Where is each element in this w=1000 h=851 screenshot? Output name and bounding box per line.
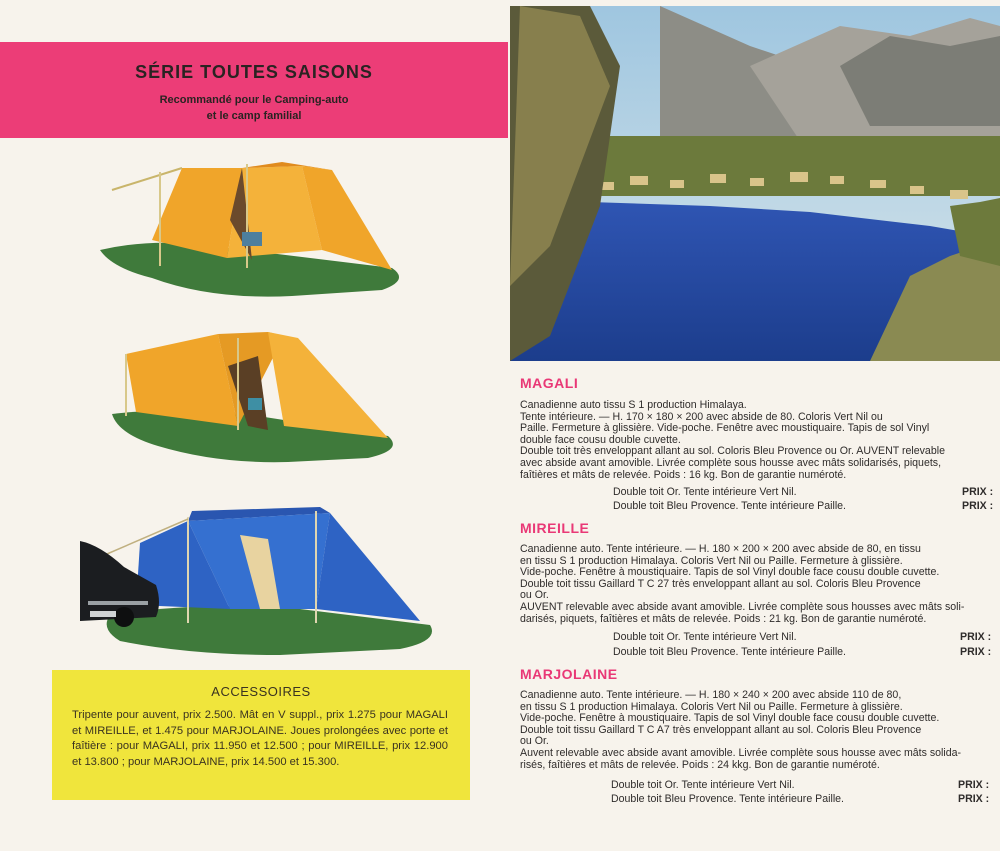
desc-line: double face cousu double cuvette. bbox=[520, 433, 681, 446]
desc-line: risés, faîtières et mâts de relevée. Poids : 24 kkg. Bon de garantie numéroté. bbox=[520, 758, 880, 771]
price-option-2: Double toit Bleu Provence. Tente intérieure Paille. bbox=[613, 500, 847, 512]
price-label: PRIX : bbox=[962, 486, 994, 498]
page-subtitle: Recommandé pour le Camping-auto et le camp familial bbox=[159, 94, 349, 122]
desc-line: ou Or. bbox=[520, 735, 549, 748]
product-name-marjolaine: MARJOLAINE bbox=[520, 666, 618, 682]
desc-line: faîtières et mâts de relevée. Poids : 16 kg. Bon de garantie numéroté. bbox=[520, 468, 847, 481]
product-name-mireille: MIREILLE bbox=[520, 520, 590, 536]
tent-orange-small-icon bbox=[108, 326, 408, 466]
price-option-2: Double toit Bleu Provence. Tente intérieure Paille. bbox=[611, 793, 845, 805]
price-label: PRIX : bbox=[962, 500, 994, 512]
desc-line: en tissu S 1 production Himalaya. Coloris Vert Nil ou Paille. Fermeture à glissière. bbox=[520, 554, 903, 567]
desc-line: Paille. Fermeture à glissière. Vide-poche. Fenêtre avec moustiquaire. Tapis de sol Vinyl bbox=[520, 422, 930, 435]
product-description-mireille bbox=[520, 544, 964, 625]
desc-line: Canadienne auto tissu S 1 production Himalaya. bbox=[520, 399, 747, 411]
desc-line: Double toit tissu Gaillard T C 27 très enveloppant allant au sol. Coloris Bleu Provence bbox=[520, 577, 921, 590]
price-label: PRIX : bbox=[958, 779, 990, 791]
tent-blue-with-car-icon bbox=[80, 505, 440, 657]
price-label: PRIX : bbox=[960, 646, 992, 658]
accessories-title: ACCESSOIRES bbox=[211, 684, 311, 699]
desc-line: Canadienne auto. Tente intérieure. — H. 180 × 200 × 200 avec abside de 80, en tissu bbox=[520, 543, 921, 555]
desc-line: en tissu S 1 production Himalaya. Coloris Vert Nil ou Paille. Fermeture à glissière. bbox=[520, 700, 903, 713]
desc-line: Tente intérieure. — H. 170 × 180 × 200 avec abside de 80. Coloris Vert Nil ou bbox=[520, 410, 883, 423]
desc-line: Double toit très enveloppant allant au sol. Coloris Bleu Provence ou Or. AUVENT relevable bbox=[520, 445, 945, 458]
desc-line: Canadienne auto. Tente intérieure. — H. 180 × 240 × 200 avec abside 110 de 80, bbox=[520, 689, 902, 701]
page-title: SÉRIE TOUTES SAISONS bbox=[135, 62, 373, 82]
desc-line: AUVENT relevable avec abside avant amovible. Livrée complète sous housses avec mâts soli- bbox=[520, 600, 965, 613]
desc-line: Auvent relevable avec abside avant amovible. Livrée complète sous housse avec mâts solida- bbox=[520, 746, 962, 759]
tent-orange-icon bbox=[92, 150, 412, 300]
price-option-2: Double toit Bleu Provence. Tente intérieure Paille. bbox=[613, 646, 847, 658]
desc-line: Double toit tissu Gaillard T C A7 très enveloppant allant au sol. Coloris Bleu Provence bbox=[520, 723, 922, 736]
desc-line: avec abside avant amovible. Livrée complète sous housse avec mâts solidarisés, piquets, bbox=[520, 456, 942, 469]
desc-line: Vide-poche. Fenêtre à moustiquaire. Tapis de sol Vinyl double face cousu double cuvette. bbox=[520, 566, 940, 579]
price-label: PRIX : bbox=[960, 631, 992, 643]
accessories-text: Tripente pour auvent, prix 2.500. Mât en V suppl., prix 1.275 pour MAGALI et MIREILLE, et 1.475 pour MARJOLAINE. Joues prolongées avec porte et faîtière : pour MAGALI, prix 11.950 et 12.500 ; pour MIREILLE, prix 12.900 et 13.800 ; pour MARJOLAINE, prix 14.500 et 15.300. bbox=[72, 709, 448, 768]
price-option-1: Double toit Or. Tente intérieure Vert Nil. bbox=[611, 779, 795, 791]
desc-line: darisés, piquets, faîtières et mâts de relevée. Poids : 21 kg. Bon de garantie numéroté. bbox=[520, 612, 927, 625]
product-description-marjolaine bbox=[520, 690, 961, 771]
lake-landscape-photo bbox=[510, 6, 1000, 361]
desc-line: Vide-poche. Fenêtre à moustiquaire. Tapis de sol Vinyl double face cousu double cuvette. bbox=[520, 712, 940, 725]
price-option-1: Double toit Or. Tente intérieure Vert Nil. bbox=[613, 486, 797, 498]
product-name-magali: MAGALI bbox=[520, 375, 579, 391]
product-description-magali bbox=[520, 400, 945, 481]
price-label: PRIX : bbox=[958, 793, 990, 805]
desc-line: ou Or. bbox=[520, 589, 549, 602]
price-option-1: Double toit Or. Tente intérieure Vert Nil. bbox=[613, 631, 797, 643]
